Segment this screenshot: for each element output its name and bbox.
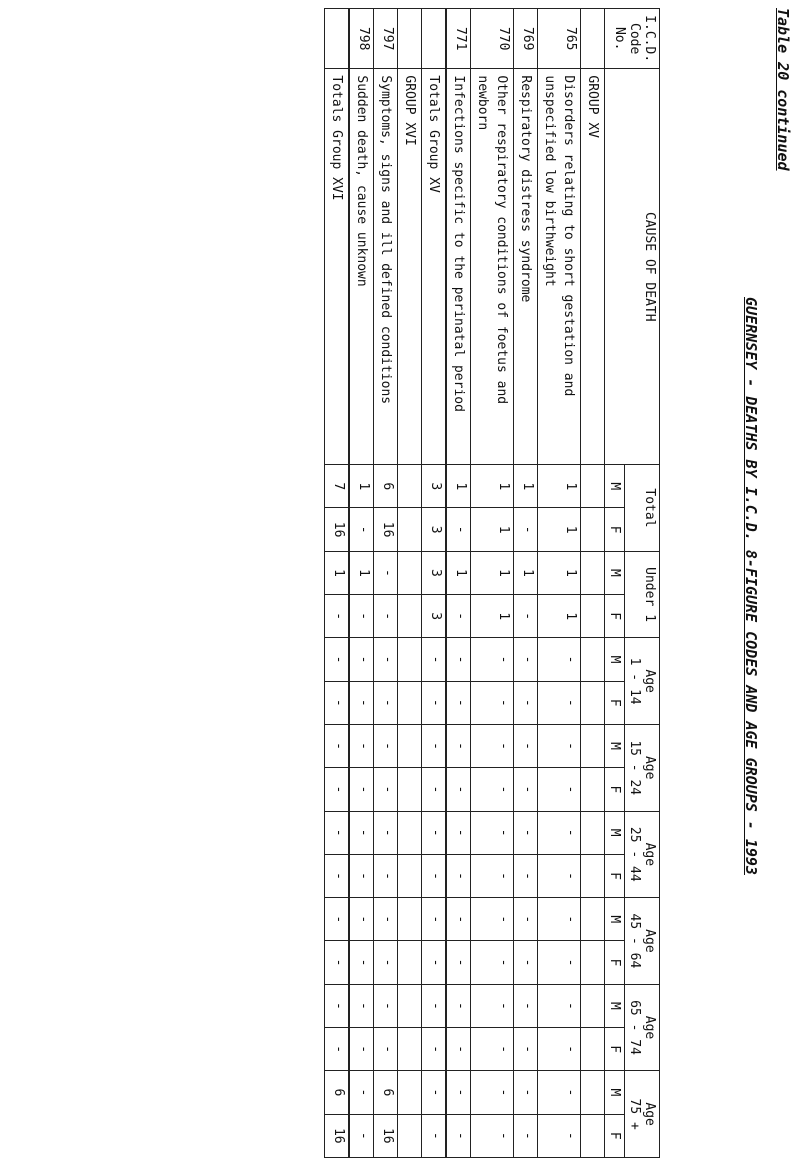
icd-code: 797: [374, 9, 398, 69]
header-sex: M: [605, 724, 625, 767]
header-sex: F: [605, 941, 625, 984]
count-cell: [398, 595, 422, 638]
count-cell: 6: [374, 465, 398, 508]
count-cell: 16: [325, 508, 350, 551]
count-cell: -: [471, 1114, 514, 1157]
count-cell: 3: [422, 465, 447, 508]
count-cell: [398, 898, 422, 941]
count-cell: -: [514, 681, 538, 724]
count-cell: 1: [349, 465, 374, 508]
count-cell: -: [446, 768, 471, 811]
count-cell: -: [471, 768, 514, 811]
header-age-5: Age 65 - 74: [625, 984, 660, 1071]
count-cell: [581, 1028, 605, 1071]
count-cell: -: [446, 638, 471, 681]
count-cell: -: [446, 508, 471, 551]
cause-of-death: Totals Group XV: [422, 69, 447, 465]
header-sex: M: [605, 1071, 625, 1114]
count-cell: -: [446, 595, 471, 638]
count-cell: -: [514, 638, 538, 681]
count-cell: -: [374, 811, 398, 854]
count-cell: -: [514, 1071, 538, 1114]
count-cell: -: [471, 854, 514, 897]
icd-code: [398, 9, 422, 69]
count-cell: -: [374, 941, 398, 984]
cause-of-death: Disorders relating to short gestation and unspecified low birthweight: [538, 69, 581, 465]
total-row: [422, 9, 447, 1158]
count-cell: -: [349, 638, 374, 681]
count-cell: -: [422, 984, 447, 1027]
count-cell: 1: [446, 551, 471, 594]
count-cell: -: [514, 941, 538, 984]
count-cell: [581, 465, 605, 508]
count-cell: [581, 638, 605, 681]
count-cell: [581, 941, 605, 984]
deaths-table: [324, 8, 660, 1158]
count-cell: -: [514, 768, 538, 811]
count-cell: -: [422, 811, 447, 854]
icd-code: 798: [349, 9, 374, 69]
count-cell: [398, 551, 422, 594]
count-cell: 1: [471, 508, 514, 551]
count-cell: -: [325, 898, 350, 941]
count-cell: -: [471, 811, 514, 854]
count-cell: -: [446, 854, 471, 897]
count-cell: -: [471, 898, 514, 941]
count-cell: 3: [422, 595, 447, 638]
count-cell: -: [349, 724, 374, 767]
count-cell: -: [514, 854, 538, 897]
count-cell: [398, 1071, 422, 1114]
count-cell: -: [446, 1071, 471, 1114]
count-cell: -: [514, 508, 538, 551]
count-cell: [581, 551, 605, 594]
count-cell: -: [349, 811, 374, 854]
header-sex: M: [605, 465, 625, 508]
count-cell: -: [446, 724, 471, 767]
header-age-6: Age 75 +: [625, 1071, 660, 1158]
count-cell: [398, 854, 422, 897]
count-cell: 1: [538, 465, 581, 508]
count-cell: -: [325, 854, 350, 897]
cause-of-death: Symptoms, signs and ill defined conditions: [374, 69, 398, 465]
count-cell: [581, 595, 605, 638]
icd-code: 770: [471, 9, 514, 69]
count-cell: -: [471, 638, 514, 681]
count-cell: 1: [446, 465, 471, 508]
table-row: [514, 9, 538, 1158]
count-cell: 16: [374, 508, 398, 551]
table-row: [374, 9, 398, 1158]
count-cell: -: [538, 1071, 581, 1114]
count-cell: -: [446, 984, 471, 1027]
count-cell: -: [538, 1114, 581, 1157]
count-cell: -: [325, 941, 350, 984]
count-cell: -: [349, 1071, 374, 1114]
count-cell: -: [446, 941, 471, 984]
header-sex: F: [605, 508, 625, 551]
count-cell: 6: [325, 1071, 350, 1114]
header-sex: F: [605, 768, 625, 811]
count-cell: 6: [374, 1071, 398, 1114]
count-cell: -: [514, 1114, 538, 1157]
count-cell: -: [471, 1028, 514, 1071]
count-cell: 3: [422, 508, 447, 551]
count-cell: -: [325, 1028, 350, 1071]
count-cell: -: [538, 681, 581, 724]
count-cell: -: [325, 595, 350, 638]
count-cell: [581, 681, 605, 724]
count-cell: -: [349, 508, 374, 551]
count-cell: -: [446, 1114, 471, 1157]
count-cell: 1: [514, 551, 538, 594]
header-total: Total: [625, 465, 660, 552]
header-under1: Under 1: [625, 551, 660, 638]
count-cell: [398, 984, 422, 1027]
count-cell: -: [325, 984, 350, 1027]
count-cell: [581, 1071, 605, 1114]
count-cell: -: [446, 898, 471, 941]
icd-code: [581, 9, 605, 69]
count-cell: -: [349, 854, 374, 897]
cause-of-death: GROUP XVI: [398, 69, 422, 465]
table-row: [538, 9, 581, 1158]
icd-code: 769: [514, 9, 538, 69]
table-caption: Table 20 continued: [774, 8, 792, 171]
cause-of-death: Infections specific to the perinatal period: [446, 69, 471, 465]
icd-code: [422, 9, 447, 69]
count-cell: [398, 1114, 422, 1157]
cause-of-death: Totals Group XVI: [325, 69, 350, 465]
count-cell: -: [422, 1114, 447, 1157]
count-cell: [398, 1028, 422, 1071]
count-cell: [398, 768, 422, 811]
table-row: [349, 9, 374, 1158]
count-cell: 1: [538, 508, 581, 551]
header-age-1: Age 1 - 14: [625, 638, 660, 725]
count-cell: -: [374, 638, 398, 681]
count-cell: -: [514, 1028, 538, 1071]
group-row: [398, 9, 422, 1158]
count-cell: 16: [325, 1114, 350, 1157]
count-cell: [581, 898, 605, 941]
count-cell: -: [538, 811, 581, 854]
count-cell: -: [538, 1028, 581, 1071]
count-cell: [581, 1114, 605, 1157]
count-cell: -: [471, 941, 514, 984]
table-body: [325, 9, 605, 1158]
count-cell: -: [471, 681, 514, 724]
table-row: [471, 9, 514, 1158]
count-cell: -: [325, 811, 350, 854]
header-sex: M: [605, 898, 625, 941]
count-cell: -: [471, 1071, 514, 1114]
cause-of-death: Respiratory distress syndrome: [514, 69, 538, 465]
count-cell: -: [514, 898, 538, 941]
count-cell: 3: [422, 551, 447, 594]
count-cell: [581, 508, 605, 551]
count-cell: -: [538, 854, 581, 897]
header-sex: F: [605, 595, 625, 638]
count-cell: -: [538, 724, 581, 767]
count-cell: -: [349, 898, 374, 941]
count-cell: -: [538, 941, 581, 984]
header-age-2: Age 15 - 24: [625, 724, 660, 811]
count-cell: 1: [471, 595, 514, 638]
count-cell: -: [374, 768, 398, 811]
count-cell: 1: [538, 551, 581, 594]
count-cell: [398, 724, 422, 767]
header-sex: M: [605, 984, 625, 1027]
header-sex: M: [605, 551, 625, 594]
count-cell: -: [422, 681, 447, 724]
count-cell: -: [514, 811, 538, 854]
count-cell: [581, 724, 605, 767]
count-cell: -: [349, 681, 374, 724]
cause-of-death: Sudden death, cause unknown: [349, 69, 374, 465]
count-cell: -: [422, 1071, 447, 1114]
count-cell: -: [471, 984, 514, 1027]
count-cell: -: [374, 724, 398, 767]
count-cell: -: [374, 681, 398, 724]
table-row: [446, 9, 471, 1158]
count-cell: -: [514, 724, 538, 767]
count-cell: -: [349, 595, 374, 638]
count-cell: -: [422, 941, 447, 984]
page-title: GUERNSEY - DEATHS BY I.C.D. 8-FIGURE CODES AND AGE GROUPS - 1993: [742, 297, 760, 875]
icd-code: [325, 9, 350, 69]
count-cell: -: [538, 898, 581, 941]
count-cell: [581, 768, 605, 811]
count-cell: -: [422, 898, 447, 941]
count-cell: [398, 508, 422, 551]
header-sex: M: [605, 638, 625, 681]
count-cell: -: [446, 681, 471, 724]
count-cell: -: [325, 638, 350, 681]
header-cause: CAUSE OF DEATH: [605, 69, 660, 465]
count-cell: -: [349, 941, 374, 984]
group-row: [581, 9, 605, 1158]
count-cell: [581, 984, 605, 1027]
count-cell: -: [471, 724, 514, 767]
count-cell: 1: [514, 465, 538, 508]
count-cell: -: [538, 768, 581, 811]
count-cell: [581, 854, 605, 897]
count-cell: -: [325, 681, 350, 724]
total-row: [325, 9, 350, 1158]
count-cell: 16: [374, 1114, 398, 1157]
count-cell: -: [374, 898, 398, 941]
count-cell: -: [422, 854, 447, 897]
count-cell: -: [422, 638, 447, 681]
count-cell: 1: [349, 551, 374, 594]
count-cell: -: [446, 811, 471, 854]
count-cell: -: [422, 724, 447, 767]
count-cell: -: [374, 595, 398, 638]
header-age-3: Age 25 - 44: [625, 811, 660, 898]
count-cell: [581, 811, 605, 854]
count-cell: -: [374, 984, 398, 1027]
count-cell: [398, 811, 422, 854]
cause-of-death: Other respiratory conditions of foetus and newborn: [471, 69, 514, 465]
icd-code: 771: [446, 9, 471, 69]
count-cell: [398, 465, 422, 508]
header-code: I.C.D. Code No.: [605, 9, 660, 69]
header-sex: F: [605, 1114, 625, 1157]
count-cell: 1: [325, 551, 350, 594]
count-cell: -: [349, 768, 374, 811]
count-cell: 1: [471, 551, 514, 594]
header-age-4: Age 45 - 64: [625, 898, 660, 985]
count-cell: -: [349, 1114, 374, 1157]
count-cell: -: [325, 768, 350, 811]
count-cell: -: [422, 768, 447, 811]
count-cell: 1: [471, 465, 514, 508]
count-cell: -: [538, 638, 581, 681]
count-cell: -: [514, 984, 538, 1027]
count-cell: -: [349, 984, 374, 1027]
cause-of-death: GROUP XV: [581, 69, 605, 465]
header-sex: M: [605, 811, 625, 854]
count-cell: -: [422, 1028, 447, 1071]
count-cell: [398, 681, 422, 724]
icd-code: 765: [538, 9, 581, 69]
count-cell: -: [538, 984, 581, 1027]
count-cell: 1: [538, 595, 581, 638]
count-cell: [398, 941, 422, 984]
count-cell: -: [514, 595, 538, 638]
count-cell: -: [446, 1028, 471, 1071]
count-cell: -: [374, 854, 398, 897]
count-cell: 7: [325, 465, 350, 508]
count-cell: [398, 638, 422, 681]
count-cell: -: [325, 724, 350, 767]
count-cell: -: [374, 1028, 398, 1071]
header-sex: F: [605, 1028, 625, 1071]
count-cell: -: [349, 1028, 374, 1071]
header-sex: F: [605, 681, 625, 724]
header-sex: F: [605, 854, 625, 897]
count-cell: -: [374, 551, 398, 594]
